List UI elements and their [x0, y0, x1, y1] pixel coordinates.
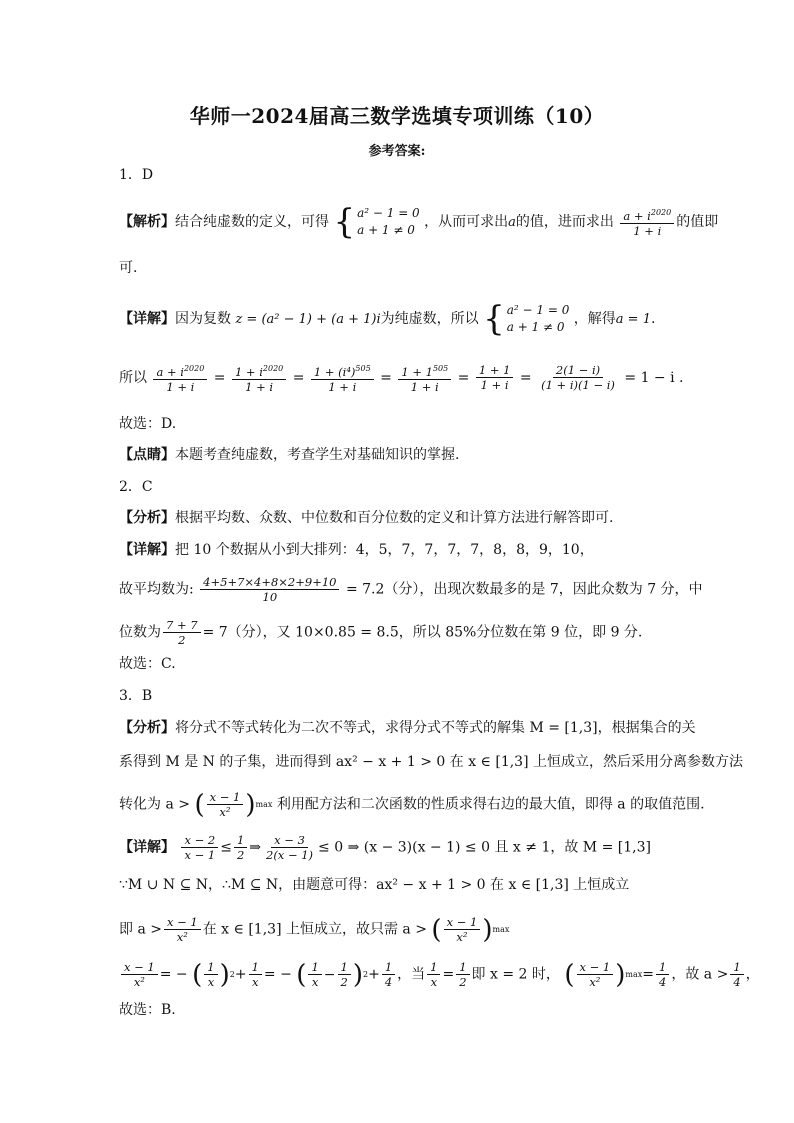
q2-analysis [119, 508, 613, 528]
q3-analysis-2: 系得到 M 是 N 的子集，进而得到 ax² − x + 1 > 0 在 x ∈ [1,3] 上恒成立，然后采用分离参数方法 [119, 754, 743, 770]
max-expression: ( $\frac{x - 1}{\text{x²}}$ ) max [194, 789, 273, 820]
system-row-1: a² − 1 = 0 [506, 303, 570, 317]
analysis-tag: 【解析】 [119, 214, 175, 230]
detail-text: 为纯虚数，所以 [380, 311, 479, 327]
fraction: $\frac{1 + 1}{1 + i}$ [476, 363, 514, 392]
system-row-1: a² − 1 = 0 [357, 206, 420, 220]
detail-text: 因为复数 [175, 311, 231, 327]
fraction: $\frac{1 + i^{2020}}{1 + i}$ [232, 362, 286, 394]
q2-choose: 故选：C. [119, 656, 176, 672]
fraction: $\frac{1 + 1^{505}}{1 + i}$ [398, 362, 451, 394]
q3-detail-2: ∵M ∪ N ⊆ N，∴M ⊆ N，由题意可得：ax² − x + 1 > 0 在 x ∈ [1,3] 上恒成立 [119, 877, 630, 893]
complex-z: z = (a² − 1) + (a + 1)i [235, 312, 381, 327]
detail-tag: 【详解】 [119, 542, 175, 558]
q1-choose: 故选：D. [119, 416, 177, 432]
equation-system: { a² − 1 = 0 a + 1 ≠ 0 [483, 299, 570, 339]
q2-detail [119, 540, 594, 560]
detail-text: 把 10 个数据从小到大排列：4，5，7，7，7，7，8，8，9，10， [175, 542, 594, 558]
q2-answer: 2．C [119, 479, 153, 495]
median-label: 位数为 [119, 624, 161, 641]
period: . [650, 311, 656, 327]
median-text: = 7（分），又 10×0.85 = 8.5，所以 85%分位数在第 9 位，即 9 分. [202, 624, 643, 641]
comment-text: 本题考查纯虚数，考查学生对基础知识的掌握. [175, 447, 460, 463]
q2-average [119, 575, 703, 604]
fraction: $\frac{a + i^{2020}}{1 + i}$ [620, 206, 674, 238]
q3-detail-1: 【详解】 $\frac{x - 2}{x - 1}$ ≤ $\frac{1}{2}$ ⇒ $\frac{x - 3}{2(x - 1)}$ ≤ 0 ⇒ (x − 3)(x − 1) ≤ 0 且 x ≠ 1，故 M = [1,3] [119, 833, 651, 862]
q3-detail-3: 即 a > $\frac{x - 1}{\text{x²}}$ 在 x ∈ [1,3] 上恒成立，故只需 a > ( $\frac{x - 1}{\text{x²}}$ ) max [119, 914, 510, 945]
answer-key-heading: 参考答案: [368, 144, 426, 159]
variable-a: a [508, 215, 516, 230]
fraction: $\frac{a + i^{2020}}{1 + i}$ [153, 362, 207, 394]
q1-analysis-cont: 可. [119, 260, 138, 276]
q3-choose: 故选：B. [119, 1002, 176, 1018]
q3-analysis-3 [119, 790, 705, 819]
analysis-text: 转化为 a > [119, 796, 190, 813]
q1-comment [119, 445, 459, 465]
fraction: $\frac{1 + (i^4)^{505}}{1 + i}$ [311, 362, 374, 394]
analysis-text: 的值，进而求出 [515, 214, 614, 230]
q3-answer: 3．B [119, 688, 153, 704]
fraction: $\frac{4+5+7\times 4+8\times 2+9+10}{10}$ [200, 575, 339, 604]
q3-analysis-1 [119, 718, 696, 738]
detail-tag: 【详解】 [119, 839, 175, 856]
q2-median [119, 618, 642, 647]
system-row-2: a + 1 ≠ 0 [506, 320, 565, 334]
average-label: 故平均数为: [119, 581, 194, 598]
analysis-text: 根据平均数、众数、中位数和百分位数的定义和计算方法进行解答即可. [175, 510, 614, 526]
fraction: $\frac{7 + 7}{2}$ [163, 618, 201, 647]
q1-detail [119, 299, 656, 339]
analysis-tag: 【分析】 [119, 720, 175, 736]
solution: a = 1 [615, 312, 651, 327]
analysis-text: 的值即 [676, 214, 719, 230]
analysis-text: 利用配方法和二次函数的性质求得右边的最大值，即得 a 的取值范围. [276, 796, 705, 813]
q3-detail-4: $\frac{x - 1}{\text{x²}}$ = − ( $\frac{1}{x}$ ) 2 + $\frac{1}{x}$ = − ( $\frac{1}{x}$ − $\frac{1}{2}$ ) 2 + $\frac{1}{4}$ ，当 $\frac{1}{x}$ = $\frac{1}{2}$ 即 x = 2 时， ( $\frac{x - 1}{\text{x²}}$ ) max = $\frac{1}{4}$ ，故 a > $\frac{1}{4}$ ， [119, 960, 760, 989]
analysis-text: 将分式不等式转化为二次不等式，求得分式不等式的解集 M = [1,3]，根据集合的关 [175, 720, 696, 736]
equation-system: { a² − 1 = 0 a + 1 ≠ 0 [333, 202, 420, 242]
average-text: = 7.2（分），出现次数最多的是 7，因此众数为 7 分，中 [345, 581, 703, 598]
result: = 1 − i . [624, 369, 684, 386]
detail-tag: 【详解】 [119, 311, 175, 327]
q1-chain: 所以 $\frac{a + i^{2020}}{1 + i}$ = $\frac{1 + i^{2020}}{1 + i}$ = $\frac{1 + (i^4)^{505}}{1 + i}$ = $\frac{1 + 1^{505}}{1 + i}$ = $\frac{1 + 1}{1 + i}$ = $\frac{2(1 - i)}{(1 + i)(1 - i)}$ = 1 − i . [119, 363, 684, 394]
system-row-2: a + 1 ≠ 0 [357, 223, 415, 237]
analysis-text: ，从而可求出 [424, 214, 509, 230]
analysis-tag: 【分析】 [119, 510, 175, 526]
analysis-text: 结合纯虚数的定义，可得 [175, 214, 329, 230]
fraction: $\frac{2(1 - i)}{(1 + i)(1 - i)}$ [541, 363, 615, 393]
q1-answer: 1．D [119, 167, 154, 183]
so-text: 所以 [119, 369, 147, 386]
q1-analysis [119, 202, 719, 242]
page-title: 华师一2024届高三数学选填专项训练（10） [189, 104, 605, 128]
detail-text: ，解得 [573, 311, 616, 327]
comment-tag: 【点睛】 [119, 447, 175, 463]
